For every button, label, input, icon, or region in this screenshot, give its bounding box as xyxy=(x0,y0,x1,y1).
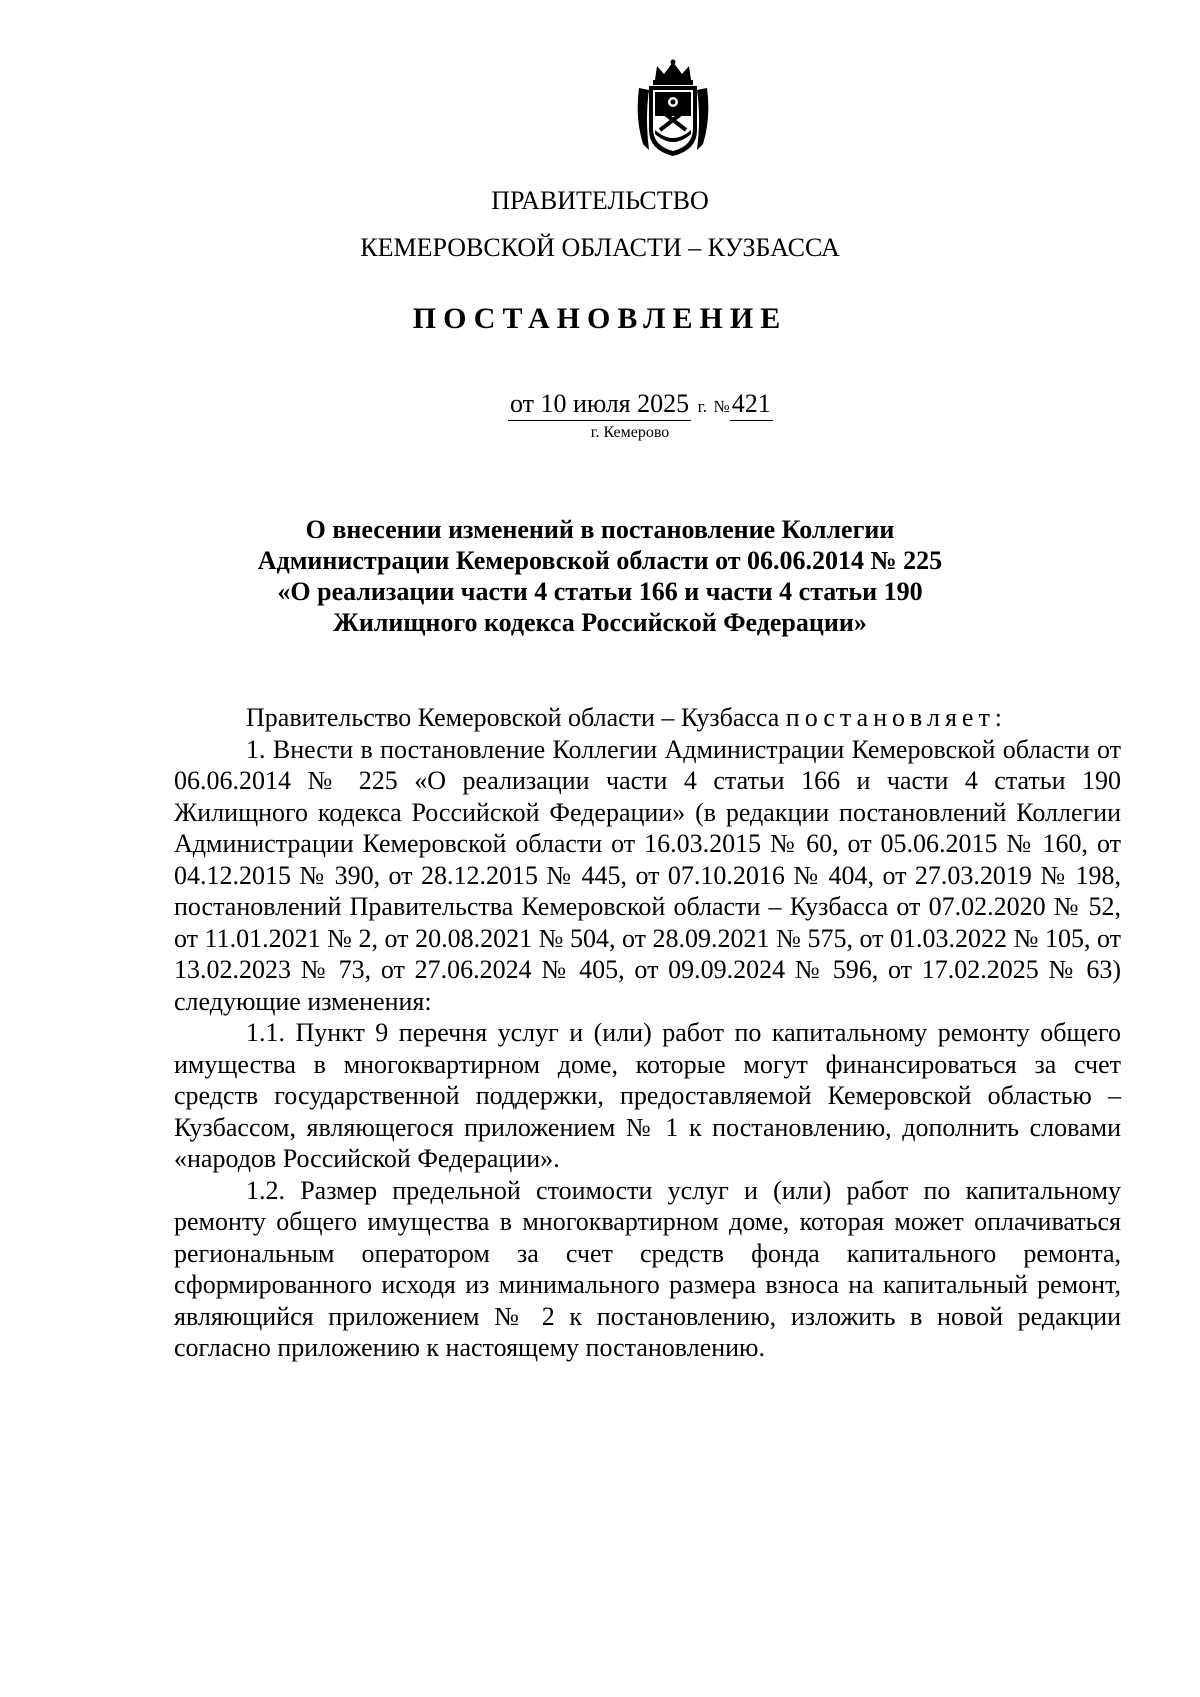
paragraph-1: 1. Внести в постановление Коллегии Администрации Кемеровской области от 06.06.2014 № 225 «О реализации части 4 статьи 166 и части 4 статьи 190 Жилищного кодекса Российской Федерации» (в редакции постановлений Коллегии Администрации Кемеровской области от 16.03.2015 № 60, от 05.06.2015 № 160, от 04.12.2015 № 390, от 28.12.2015 № 445, от 07.10.2016 № 404, от 27.03.2019 № 198, постановлений Правительства Кемеровской области – Кузбасса от 07.02.2020 № 52, от 11.01.2021 № 2, от 20.08.2021 № 504, от 28.09.2021 № 575, от 01.03.2022 № 105, от 13.02.2023 № 73, от 27.06.2024 № 405, от 09.09.2024 № 596, от 17.02.2025 № 63) следующие изменения: xyxy=(174,734,1121,1016)
government-name-line2: КЕМЕРОВСКОЙ ОБЛАСТИ – КУЗБАССА xyxy=(360,233,840,262)
document-body xyxy=(174,702,1121,1364)
intro-paragraph xyxy=(174,702,1121,734)
date-number-row xyxy=(508,389,773,422)
document-city: г. Кемерово xyxy=(590,424,670,441)
document-title xyxy=(200,514,1000,638)
number-sign: № xyxy=(713,397,730,416)
title-line: «О реализации части 4 статьи 166 и части 4 статьи 190 xyxy=(277,577,923,606)
title-line: Жилищного кодекса Российской Федерации» xyxy=(333,608,867,637)
year-suffix: г. xyxy=(697,397,707,416)
document-number: 421 xyxy=(730,389,773,421)
intro-prefix: Правительство Кемеровской области – Кузбасса xyxy=(246,703,780,732)
paragraph-1-2: 1.2. Размер предельной стоимости услуг и (или) работ по капитальному ремонту общего имущества в многоквартирном доме, которая может оплачиваться региональным оператором за счет средств фонда капитального ремонта, сформированного исходя из минимального размера взноса на капитальный ремонт, являющийся приложением № 2 к постановлению, изложить в новой редакции согласно приложению к настоящему постановлению. xyxy=(174,1175,1121,1362)
title-line: О внесении изменений в постановление Коллегии xyxy=(305,515,895,544)
intro-verb: постановляет: xyxy=(785,703,1008,732)
kuzbass-coat-of-arms-icon xyxy=(633,58,713,160)
government-name-line1: ПРАВИТЕЛЬСТВО xyxy=(491,186,709,215)
document-type-title: ПОСТАНОВЛЕНИЕ xyxy=(412,302,788,335)
title-line: Администрации Кемеровской области от 06.06.2014 № 225 xyxy=(257,546,943,575)
document-date: от 10 июля 2025 xyxy=(508,389,691,421)
paragraph-1-1: 1.1. Пункт 9 перечня услуг и (или) работ по капитальному ремонту общего имущества в многоквартирном доме, которые могут финансироваться за счет средств государственной поддержки, предоставляемой Кемеровской областью – Кузбассом, являющегося приложением № 1 к постановлению, дополнить словами «народов Российской Федерации». xyxy=(174,1018,1121,1173)
